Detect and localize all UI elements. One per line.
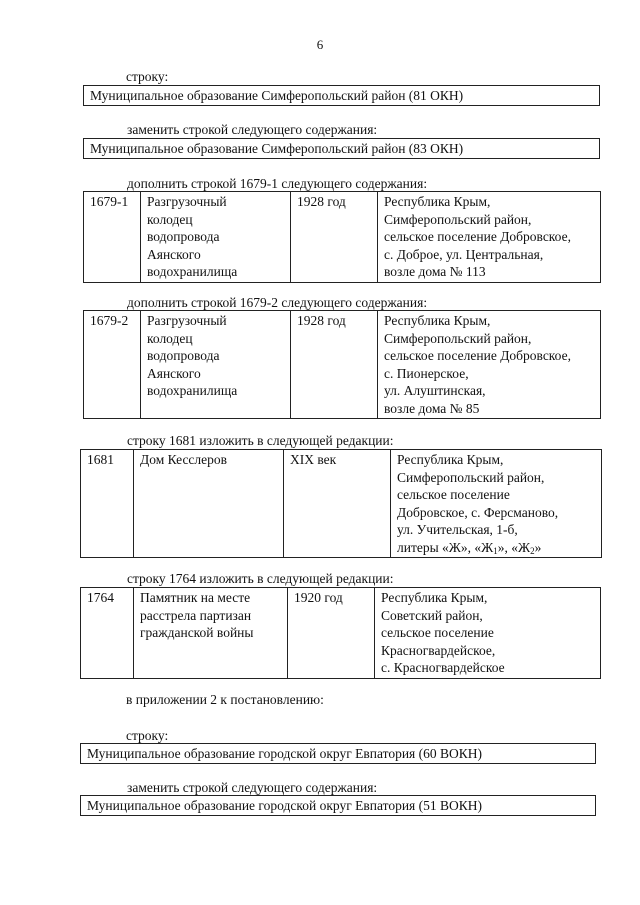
appendix2-new-row-box: Муниципальное образование городской округ Евпатория (51 ВОКН)	[80, 795, 596, 816]
address-line: Симферопольский район,	[397, 469, 545, 485]
cell-address	[391, 450, 602, 558]
table-1679-1	[83, 191, 601, 283]
name-line: расстрела партизан	[140, 607, 252, 623]
table-1679-2	[83, 310, 601, 419]
name-line: водопровода	[147, 348, 220, 363]
new-row-box: Муниципальное образование Симферопольский район (83 ОКН)	[83, 138, 600, 159]
appendix2-intro: в приложении 2 к постановлению:	[126, 692, 324, 707]
row-1681-intro: строку 1681 изложить в следующей редакции:	[127, 433, 394, 448]
cell-date: XIX век	[284, 450, 391, 558]
cell-address	[378, 192, 601, 283]
page-number: 6	[316, 37, 324, 52]
appendix2-row-intro: строку:	[126, 728, 169, 743]
letters-sub-1: 1	[493, 545, 498, 556]
address-line: возле дома № 113	[384, 264, 486, 279]
cell-number: 1679-2	[84, 311, 141, 419]
table-row	[84, 311, 601, 419]
address-line: сельское поселение	[381, 625, 494, 640]
cell-name	[141, 192, 291, 283]
appendix2-old-row-box: Муниципальное образование городской округ Евпатория (60 ВОКН)	[80, 743, 596, 764]
address-line: ул. Алуштинская,	[384, 383, 486, 398]
letters-prefix: литеры «Ж», «Ж	[397, 539, 494, 555]
cell-number: 1764	[81, 588, 134, 679]
letters-line	[397, 539, 596, 557]
address-line: сельское поселение Добровское,	[384, 229, 571, 244]
cell-address	[375, 588, 601, 679]
address-line: Симферопольский район,	[384, 330, 532, 346]
intro-row: строку:	[126, 69, 169, 84]
name-line: Аянского	[147, 246, 201, 262]
address-line: с. Доброе, ул. Центральная,	[384, 246, 544, 262]
name-line: Разгрузочный	[147, 194, 227, 209]
address-line: сельское поселение	[397, 487, 510, 502]
address-line: Республика Крым,	[381, 590, 488, 605]
name-line: Разгрузочный	[147, 313, 227, 328]
name-line: Аянского	[147, 365, 201, 381]
cell-name	[134, 588, 288, 679]
cell-name	[141, 311, 291, 419]
cell-date: 1928 год	[291, 192, 378, 283]
letters-sub-2: 2	[530, 545, 535, 556]
cell-date: 1928 год	[291, 311, 378, 419]
name-line: водопровода	[147, 229, 220, 244]
name-line: Памятник на месте	[140, 590, 251, 605]
address-line: ул. Учительская, 1-б,	[397, 522, 518, 537]
address-line: Республика Крым,	[384, 194, 491, 209]
name-line: водохранилища	[147, 264, 238, 279]
cell-number: 1679-1	[84, 192, 141, 283]
address-line: с. Пионерское,	[384, 365, 469, 381]
name-line: водохранилища	[147, 383, 238, 398]
address-line: с. Красногвардейское	[381, 660, 505, 675]
letters-suffix: »	[534, 539, 542, 555]
address-line: Симферопольский район,	[384, 211, 532, 227]
name-line: колодец	[147, 211, 193, 227]
replace-intro: заменить строкой следующего содержания:	[127, 122, 378, 137]
cell-number: 1681	[81, 450, 134, 558]
address-line: Республика Крым,	[384, 313, 491, 328]
letters-mid: », «Ж	[497, 539, 531, 555]
address-line: Добровское, с. Ферсманово,	[397, 504, 559, 520]
table-row	[81, 588, 601, 679]
name-line: гражданской войны	[140, 625, 254, 640]
address-line: возле дома № 85	[384, 400, 480, 416]
old-row-box: Муниципальное образование Симферопольский район (81 ОКН)	[83, 85, 600, 106]
cell-name: Дом Кесслеров	[134, 450, 284, 558]
table-1764	[80, 587, 601, 679]
table-row	[81, 450, 602, 558]
address-line: Советский район,	[381, 607, 483, 623]
name-line: колодец	[147, 330, 193, 346]
table-1681	[80, 449, 602, 558]
row-1764-intro: строку 1764 изложить в следующей редакции:	[127, 571, 394, 586]
add-1679-2-intro: дополнить строкой 1679-2 следующего содержания:	[127, 295, 428, 310]
address-line: Республика Крым,	[397, 452, 504, 467]
address-line: Красногвардейское,	[381, 642, 496, 658]
cell-date: 1920 год	[288, 588, 375, 679]
table-row	[84, 192, 601, 283]
cell-address	[378, 311, 601, 419]
appendix2-replace-intro: заменить строкой следующего содержания:	[127, 780, 378, 795]
add-1679-1-intro: дополнить строкой 1679-1 следующего содержания:	[127, 176, 428, 191]
address-line: сельское поселение Добровское,	[384, 348, 571, 363]
